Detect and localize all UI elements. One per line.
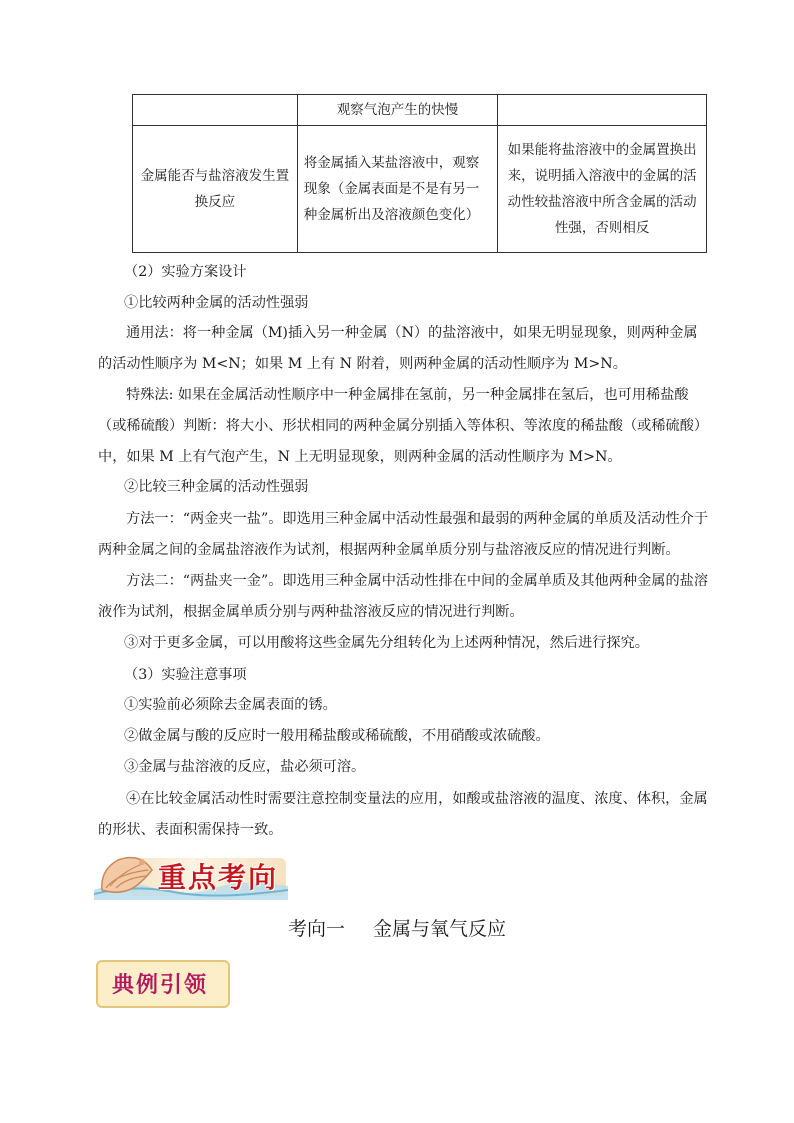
note-item: ①实验前必须除去金属表面的锈。 bbox=[124, 697, 337, 713]
paragraph-method-two: 方法二：“两盐夹一金”。即选用三种金属中活动性排在中间的金属单质及其他两种金属的盐溶液作为试剂，根据金属单质分别与两种盐溶液反应的情况进行判断。 bbox=[98, 573, 709, 620]
section-heading-3: （3）实验注意事项 bbox=[124, 667, 247, 683]
example-title: 典例引领 bbox=[112, 972, 209, 998]
table-cell bbox=[498, 95, 707, 126]
paragraph-method-one: 方法一：“两金夹一盐”。即选用三种金属中活动性最强和最弱的两种金属的单质及活动性介于两种金属之间的金属盐溶液作为试剂，根据两种金属单质分别与盐溶液反应的情况进行判断。 bbox=[98, 511, 709, 558]
section-label: 考向一 bbox=[287, 918, 345, 940]
example-badge bbox=[96, 960, 230, 1008]
section-heading-2: （2）实验方案设计 bbox=[124, 264, 247, 280]
paragraph-special-method: 特殊法: 如果在金属活动性顺序中一种金属排在氢前，另一种金属排在氢后，也可用稀盐酸（或稀硫酸）判断：将大小、形状相同的两种金属分别插入等体积、等浓度的稀盐酸（或稀硫酸）中，如果 M 上有气泡产生，N 上无明显现象，则两种金属的活动性顺序为 M>N。 bbox=[98, 387, 701, 465]
section-title bbox=[0, 914, 794, 941]
shell-icon bbox=[96, 850, 158, 902]
comparison-table bbox=[132, 94, 707, 253]
table-row bbox=[133, 95, 707, 126]
table-cell: 观察气泡产生的快慢 bbox=[297, 95, 498, 126]
note-item: ②做金属与酸的反应时一般用稀盐酸或稀硫酸，不用硝酸或浓硫酸。 bbox=[124, 728, 550, 744]
key-points-banner bbox=[94, 850, 288, 902]
subheading-three-metals: ②比较三种金属的活动性强弱 bbox=[124, 479, 309, 495]
paragraph-general-method: 通用法：将一种金属（M)插入另一种金属（N）的盐溶液中，如果无明显现象，则两种金属的活动性顺序为 M<N；如果 M 上有 N 附着，则两种金属的活动性顺序为 M>N。 bbox=[98, 325, 698, 372]
table-cell: 如果能将盐溶液中的金属置换出来，说明插入溶液中的金属的活动性较盐溶液中所含金属的活动性强，否则相反 bbox=[498, 126, 707, 253]
table-row bbox=[133, 126, 707, 253]
section-topic: 金属与氧气反应 bbox=[373, 918, 507, 940]
table-cell: 金属能否与盐溶液发生置换反应 bbox=[133, 126, 298, 253]
note-item: ③金属与盐溶液的反应，盐必须可溶。 bbox=[124, 759, 366, 775]
paragraph-more-metals: ③对于更多金属，可以用酸将这些金属先分组转化为上述两种情况，然后进行探究。 bbox=[124, 635, 649, 651]
table-cell bbox=[133, 95, 298, 126]
subheading-two-metals: ①比较两种金属的活动性强弱 bbox=[124, 295, 309, 311]
table-cell: 将金属插入某盐溶液中，观察现象（金属表面是不是有另一种金属析出及溶液颜色变化） bbox=[297, 126, 498, 253]
banner-title: 重点考向 bbox=[158, 861, 279, 894]
note-item: ④在比较金属活动性时需要注意控制变量法的应用，如酸或盐溶液的温度、浓度、体积，金属的形状、表面积需保持一致。 bbox=[98, 791, 708, 838]
